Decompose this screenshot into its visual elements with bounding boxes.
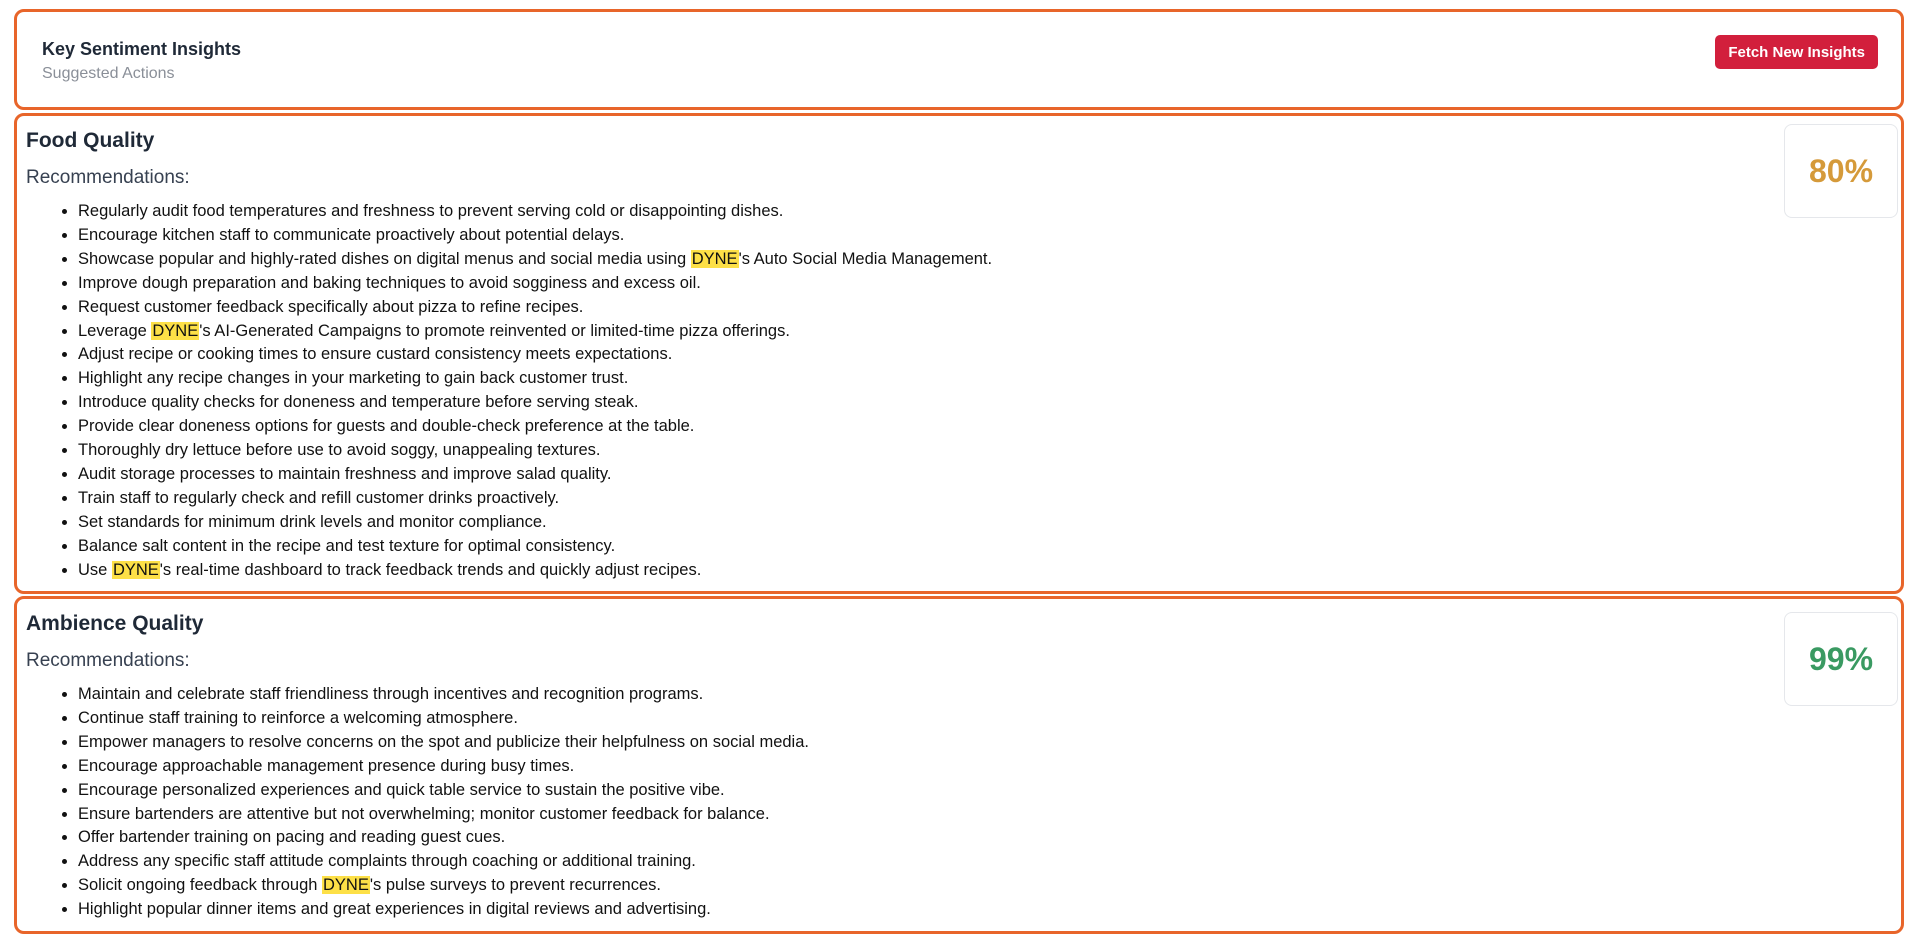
recommendation-text: Improve dough preparation and baking techniques to avoid sogginess and excess oil. xyxy=(78,273,701,292)
brand-highlight: DYNE xyxy=(323,876,369,895)
brand-highlight: DYNE xyxy=(112,560,159,579)
recommendation-item xyxy=(78,320,992,344)
section-subtitle: Recommendations: xyxy=(26,167,190,188)
recommendation-text: Introduce quality checks for doneness and temperature before serving steak. xyxy=(78,393,639,412)
recommendation-item xyxy=(78,487,992,511)
recommendation-item xyxy=(78,367,992,391)
recommendation-text: Provide clear doneness options for guests and double-check preference at the table. xyxy=(78,417,695,436)
recommendation-item xyxy=(78,826,809,850)
page-title: Key Sentiment Insights xyxy=(42,39,242,59)
recommendation-text: Highlight popular dinner items and great experiences in digital reviews and advertising. xyxy=(78,900,711,919)
brand-highlight: DYNE xyxy=(691,249,738,268)
insights-header-panel xyxy=(14,9,1904,110)
recommendation-item xyxy=(78,755,809,779)
recommendation-item xyxy=(78,200,992,224)
recommendation-text: Audit storage processes to maintain freshness and improve salad quality. xyxy=(78,464,612,483)
recommendation-item xyxy=(78,463,992,487)
recommendation-text: Offer bartender training on pacing and reading guest cues. xyxy=(78,828,506,847)
recommendation-text: Balance salt content in the recipe and test texture for optimal consistency. xyxy=(78,536,616,555)
recommendation-item xyxy=(78,296,992,320)
page-subtitle: Suggested Actions xyxy=(42,65,175,82)
recommendation-item xyxy=(78,874,809,898)
recommendation-text: Ensure bartenders are attentive but not overwhelming; monitor customer feedback for balance. xyxy=(78,804,770,823)
recommendation-item xyxy=(78,224,992,248)
recommendation-text: 's pulse surveys to prevent recurrences. xyxy=(369,876,661,895)
ambience-quality-section xyxy=(14,596,1904,934)
recommendation-list xyxy=(26,683,809,922)
brand-highlight: DYNE xyxy=(152,321,199,340)
recommendation-text: Maintain and celebrate staff friendliness through incentives and recognition programs. xyxy=(78,685,704,703)
recommendation-text: Empower managers to resolve concerns on the spot and publicize their helpfulness on social media. xyxy=(78,732,809,751)
recommendation-text: Encourage approachable management presence during busy times. xyxy=(78,756,575,775)
recommendation-text: Encourage personalized experiences and quick table service to sustain the positive vibe. xyxy=(78,780,725,799)
recommendation-item xyxy=(78,391,992,415)
recommendation-item xyxy=(78,559,992,583)
recommendation-text: Thoroughly dry lettuce before use to avoid soggy, unappealing textures. xyxy=(78,441,601,460)
food-quality-section xyxy=(14,113,1904,594)
recommendation-item xyxy=(78,898,809,922)
recommendation-item xyxy=(78,439,992,463)
section-title: Food Quality xyxy=(26,129,155,152)
recommendation-text: Address any specific staff attitude complaints through coaching or additional training. xyxy=(78,852,696,871)
score-badge: 99% xyxy=(1784,612,1898,706)
recommendation-item xyxy=(78,731,809,755)
recommendation-text: Continue staff training to reinforce a welcoming atmosphere. xyxy=(78,708,518,727)
recommendation-text: Request customer feedback specifically about pizza to refine recipes. xyxy=(78,297,584,316)
recommendation-item xyxy=(78,248,992,272)
recommendation-item xyxy=(78,343,992,367)
recommendation-text: Set standards for minimum drink levels and monitor compliance. xyxy=(78,512,547,531)
recommendation-item xyxy=(78,683,809,707)
recommendation-item xyxy=(78,850,809,874)
recommendation-item xyxy=(78,511,992,535)
recommendation-item xyxy=(78,535,992,559)
recommendation-text: Leverage xyxy=(78,321,152,340)
fetch-new-insights-button[interactable]: Fetch New Insights xyxy=(1715,35,1878,69)
recommendation-text: 's real-time dashboard to track feedback trends and quickly adjust recipes. xyxy=(159,560,702,579)
recommendation-item xyxy=(78,803,809,827)
section-subtitle: Recommendations: xyxy=(26,650,190,671)
recommendation-text: Solicit ongoing feedback through xyxy=(78,876,323,895)
recommendation-text: Showcase popular and highly-rated dishes on digital menus and social media using xyxy=(78,249,691,268)
recommendation-text: Highlight any recipe changes in your marketing to gain back customer trust. xyxy=(78,369,629,388)
recommendation-text: Use xyxy=(78,560,112,579)
score-badge: 80% xyxy=(1784,124,1898,218)
recommendation-text: 's Auto Social Media Management. xyxy=(738,249,993,268)
recommendation-item xyxy=(78,779,809,803)
recommendation-text: Regularly audit food temperatures and freshness to prevent serving cold or disappointing dishes. xyxy=(78,202,784,220)
recommendation-text: Adjust recipe or cooking times to ensure custard consistency meets expectations. xyxy=(78,345,673,364)
recommendation-item xyxy=(78,272,992,296)
recommendation-text: 's AI-Generated Campaigns to promote reinvented or limited-time pizza offerings. xyxy=(199,321,790,340)
recommendation-text: Train staff to regularly check and refill customer drinks proactively. xyxy=(78,488,560,507)
recommendation-item xyxy=(78,707,809,731)
recommendation-item xyxy=(78,415,992,439)
recommendation-list xyxy=(26,200,992,583)
section-title: Ambience Quality xyxy=(26,612,204,635)
recommendation-text: Encourage kitchen staff to communicate proactively about potential delays. xyxy=(78,225,625,244)
